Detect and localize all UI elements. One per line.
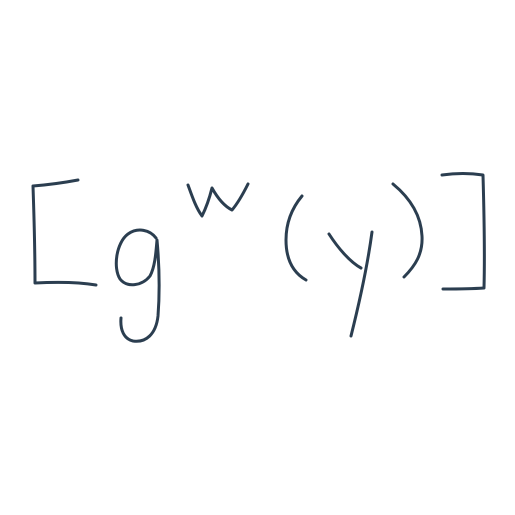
right-bracket-stroke	[442, 174, 484, 290]
left-bracket-stroke	[33, 180, 96, 285]
left-paren-stroke	[286, 196, 306, 280]
letter-y-stroke	[329, 232, 372, 336]
right-paren-stroke	[393, 184, 422, 277]
letter-g-stroke	[116, 230, 159, 341]
superscript-w-stroke	[188, 184, 248, 216]
